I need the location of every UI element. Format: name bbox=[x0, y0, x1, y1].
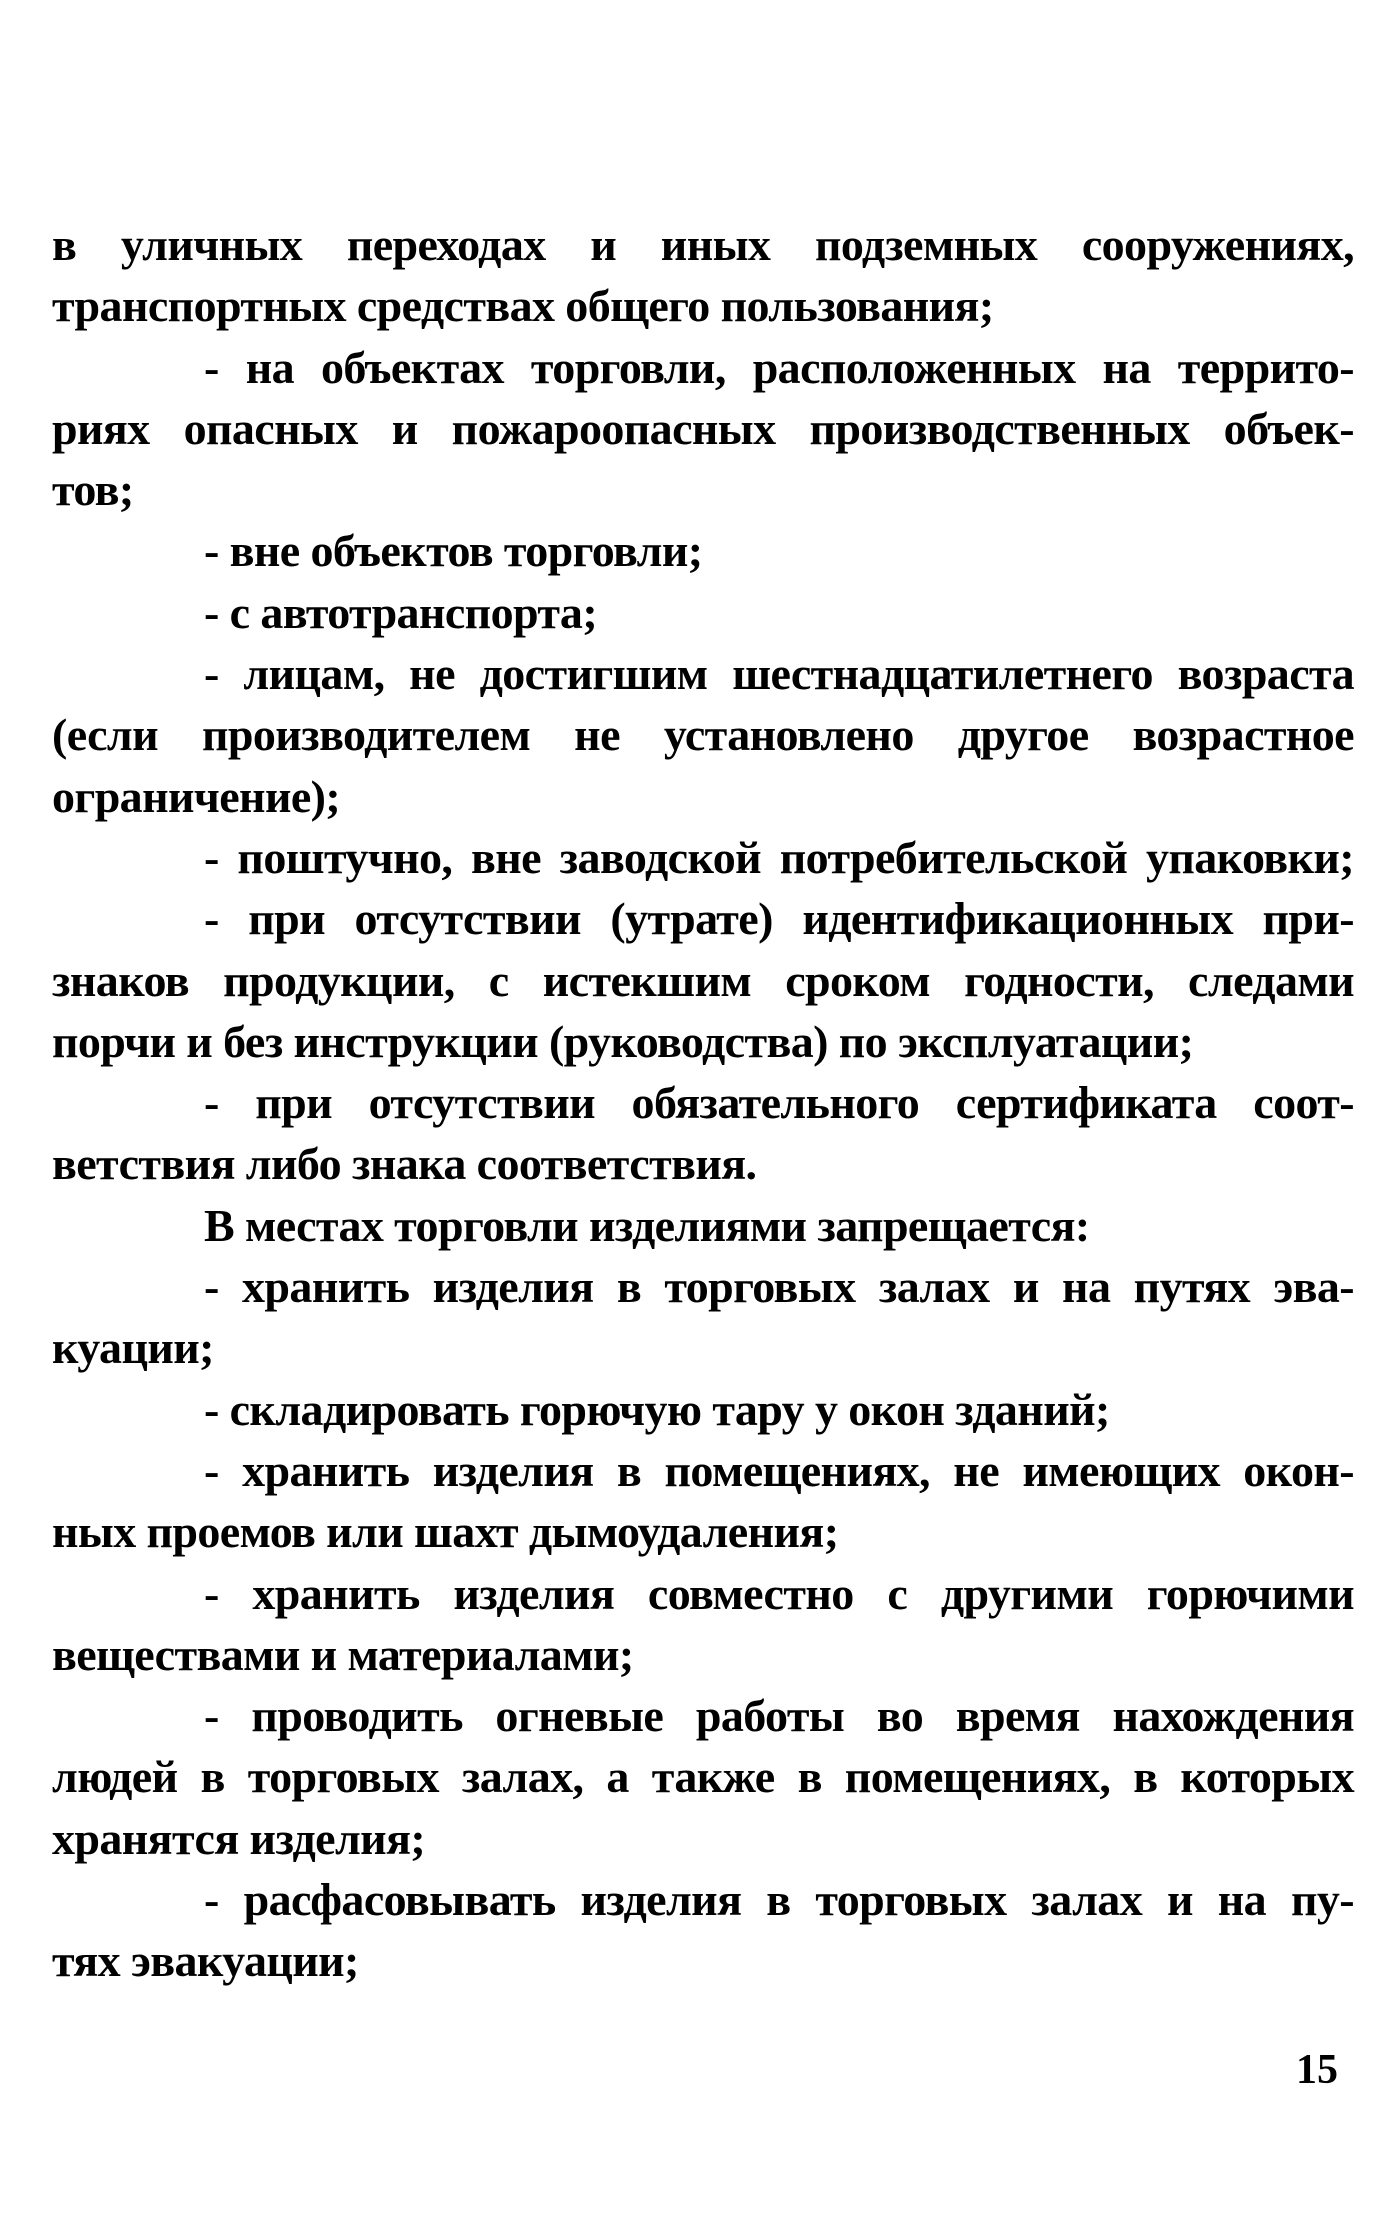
body-text bbox=[52, 214, 1354, 1992]
text-line: людей в торговых залах, а также в помещениях, в которых bbox=[52, 1751, 1354, 1803]
text-line: - вне объектов торговли; bbox=[204, 525, 703, 577]
text-line: - с автотранспорта; bbox=[204, 586, 598, 638]
text-line: куации; bbox=[52, 1322, 214, 1374]
text-line: риях опасных и пожароопасных производственных объек- bbox=[52, 402, 1354, 454]
text-line: - на объектах торговли, расположенных на террито- bbox=[204, 341, 1354, 393]
text-line: - складировать горючую тару у окон зданий; bbox=[204, 1383, 1110, 1435]
text-line: хранятся изделия; bbox=[52, 1812, 426, 1864]
text-line: - хранить изделия в помещениях, не имеющих окон- bbox=[204, 1444, 1354, 1496]
text-line: тях эвакуации; bbox=[52, 1935, 359, 1987]
page-number: 15 bbox=[1296, 2047, 1338, 2093]
text-line: порчи и без инструкции (руководства) по эксплуатации; bbox=[52, 1015, 1194, 1067]
text-line: знаков продукции, с истекшим сроком годности, следами bbox=[52, 954, 1354, 1006]
text-line: веществами и материалами; bbox=[52, 1628, 634, 1680]
text-line: - поштучно, вне заводской потребительской упаковки; bbox=[204, 831, 1354, 883]
text-line: транспортных средствах общего пользования; bbox=[52, 280, 994, 332]
text-line: - лицам, не достигшим шестнадцатилетнего возраста bbox=[204, 648, 1354, 700]
text-line: - хранить изделия в торговых залах и на путях эва- bbox=[204, 1261, 1354, 1313]
text-line: - хранить изделия совместно с другими горючими bbox=[204, 1567, 1354, 1619]
text-line: ветствия либо знака соответствия. bbox=[52, 1138, 757, 1190]
text-line: (если производителем не установлено другое возрастное bbox=[52, 709, 1354, 761]
text-line: ограничение); bbox=[52, 770, 341, 822]
text-line: - при отсутствии обязательного сертификата соот- bbox=[204, 1077, 1354, 1129]
text-line: ных проемов или шахт дымоудаления; bbox=[52, 1506, 839, 1558]
text-line: - проводить огневые работы во время нахождения bbox=[204, 1690, 1354, 1742]
text-line: - расфасовывать изделия в торговых залах и на пу- bbox=[204, 1874, 1354, 1926]
text-line: В местах торговли изделиями запрещается: bbox=[204, 1199, 1090, 1251]
text-line: в уличных переходах и иных подземных сооружениях, bbox=[52, 219, 1354, 270]
text-line: тов; bbox=[52, 464, 134, 516]
text-line: - при отсутствии (утрате) идентификационных при- bbox=[204, 893, 1354, 945]
